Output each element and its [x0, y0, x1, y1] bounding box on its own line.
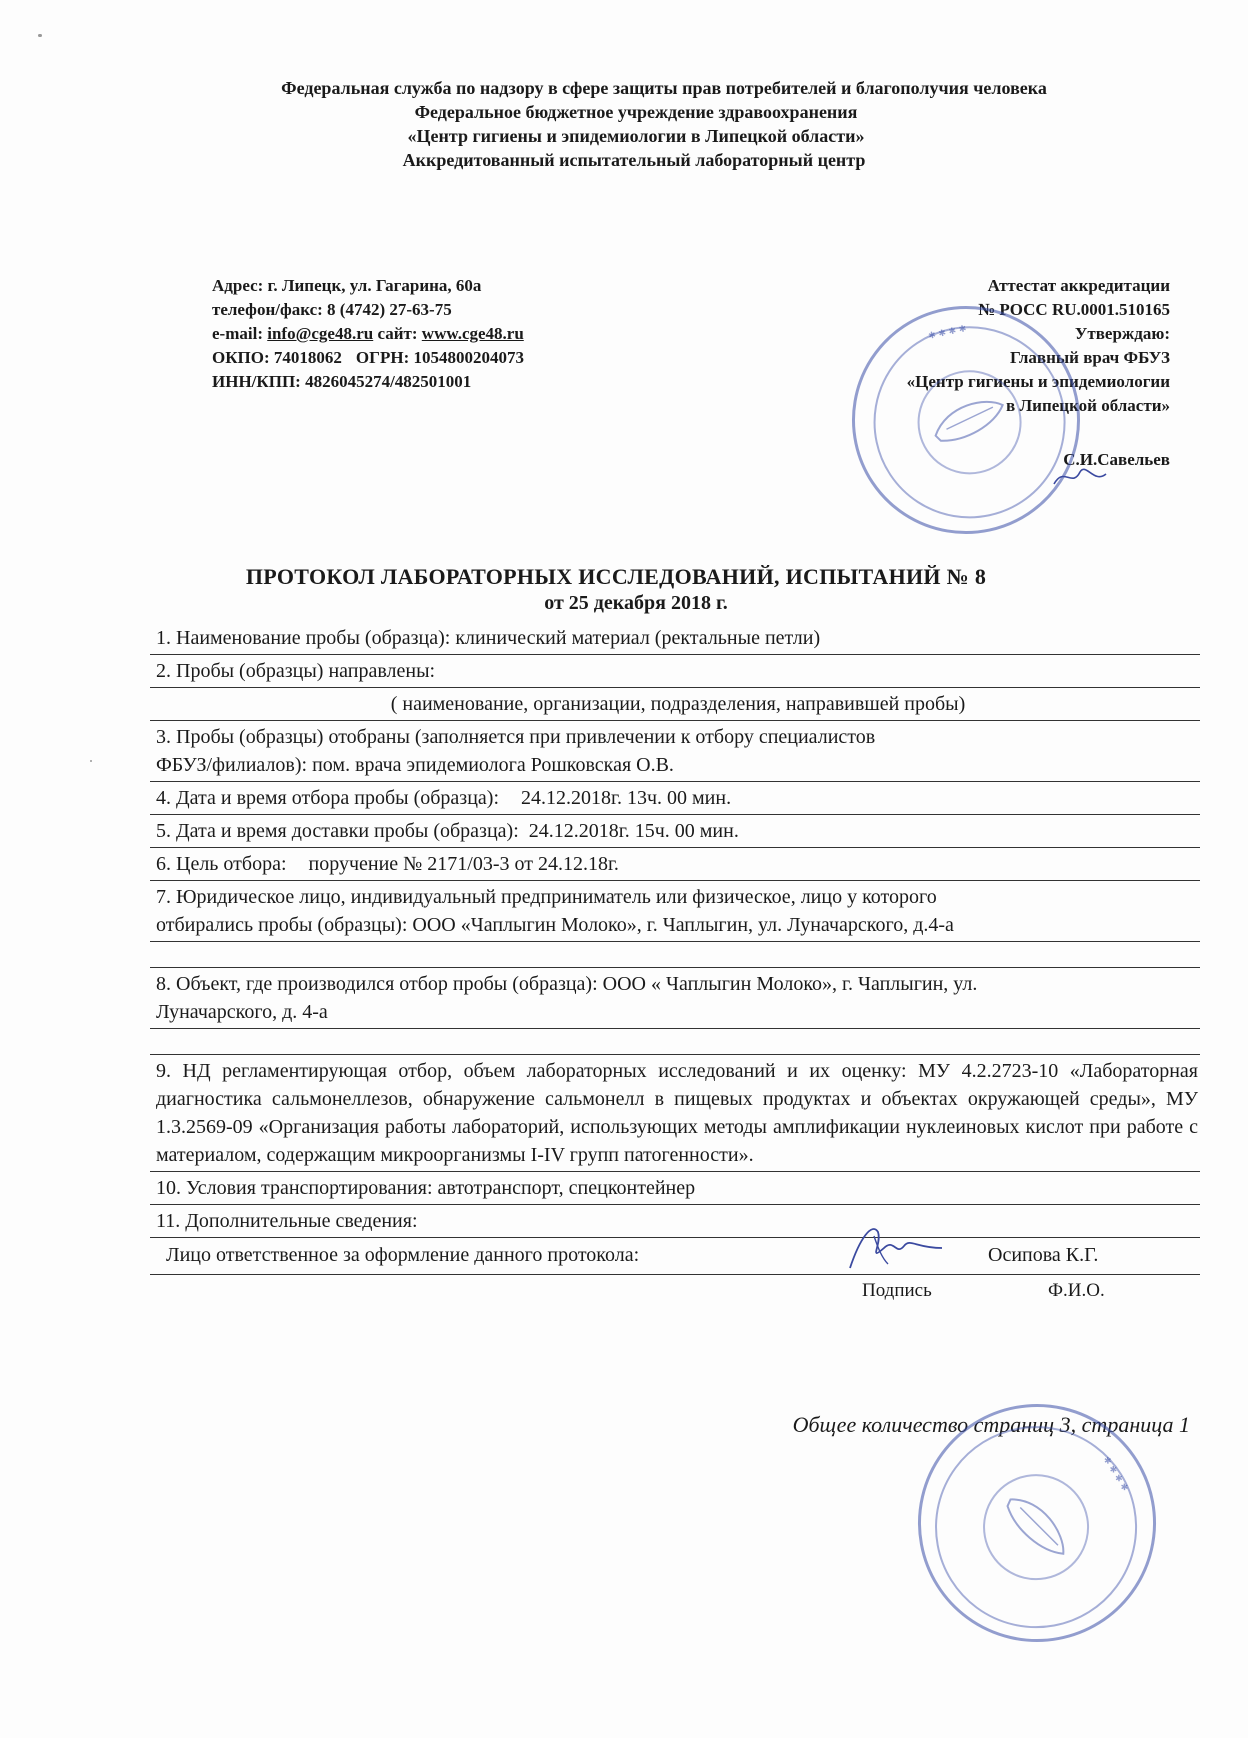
scan-speck: [90, 760, 92, 762]
svg-text:✱ ✱ ✱ ✱: ✱ ✱ ✱ ✱: [1100, 1455, 1130, 1494]
postal-address: Адрес: г. Липецк, ул. Гагарина, 60а: [212, 276, 482, 295]
registry-codes: [212, 346, 524, 370]
field-samples-taken-line2: ФБУЗ/филиалов): пом. врача эпидемиолога Рошковская О.В.: [156, 754, 674, 776]
scan-speck: [38, 34, 42, 37]
field-sampling-datetime: [150, 782, 1200, 815]
field-samples-taken: [150, 721, 1200, 782]
approver-org-line1: «Центр гигиены и эпидемиологии: [906, 372, 1170, 391]
header-line-service: Федеральная служба по надзору в сфере защиты прав потребителей и благополучия человека: [281, 78, 1047, 98]
email-label: e-mail:: [212, 324, 263, 343]
approve-label: Утверждаю:: [1074, 324, 1170, 343]
delivery-datetime-value: 24.12.2018г. 15ч. 00 мин.: [528, 820, 739, 842]
sampling-datetime-value: 24.12.2018г. 13ч. 00 мин.: [521, 787, 732, 809]
field-legal-entity: [150, 881, 1200, 942]
okpo-code: ОКПО: 74018062: [212, 348, 342, 367]
protocol-fields: [150, 622, 1200, 1305]
contact-details: [212, 274, 524, 394]
email-link[interactable]: info@cge48.ru: [267, 324, 374, 343]
sampling-object-line2: Луначарского, д. 4-а: [156, 1001, 328, 1023]
caption-signature: Подпись: [862, 1280, 932, 1301]
field-delivery-datetime: [150, 815, 1200, 848]
sampling-object-line1: 8. Объект, где производился отбор пробы (образца): ООО « Чаплыгин Молоко», г. Чаплыгин, ул.: [156, 973, 978, 995]
field-sampling-purpose: [150, 848, 1200, 881]
delivery-datetime-label: 5. Дата и время доставки пробы (образца):: [156, 820, 519, 842]
field-blank-line: [150, 1029, 1200, 1055]
email-site-line: [212, 322, 524, 346]
accreditation-number: № РОСС RU.0001.510165: [978, 300, 1170, 319]
inn-kpp: ИНН/КПП: 4826045274/482501001: [212, 372, 472, 391]
field-samples-sent-hint: ( наименование, организации, подразделения, направившей пробы): [150, 688, 1200, 721]
caption-full-name: Ф.И.О.: [1048, 1280, 1105, 1301]
official-seal-stamp: [873, 1359, 1201, 1687]
approver-signatory: С.И.Савельев: [1063, 450, 1170, 469]
sampling-purpose-label: 6. Цель отбора:: [156, 853, 287, 875]
field-sample-name: 1. Наименование пробы (образца): клинический материал (ректальные петли): [150, 622, 1200, 655]
responsible-person-name: Осипова К.Г.: [988, 1244, 1099, 1266]
signature-captions: [150, 1275, 1200, 1305]
svg-text:✱ ✱ ✱ ✱: ✱ ✱ ✱ ✱: [927, 324, 968, 342]
site-label: сайт:: [377, 324, 418, 343]
sampling-purpose-value: поручение № 2171/03-3 от 24.12.18г.: [308, 853, 619, 875]
field-additional-info: 11. Дополнительные сведения:: [150, 1205, 1200, 1238]
protocol-date: от 25 декабря 2018 г.: [544, 592, 728, 614]
approver-org-line2: в Липецкой области»: [1006, 396, 1170, 415]
page-count: Общее количество страниц 3, страница 1: [792, 1412, 1190, 1437]
approver-signature: [1050, 462, 1110, 492]
field-blank-line: [150, 942, 1200, 968]
responsible-person-line: [150, 1238, 1200, 1275]
sampling-datetime-label: 4. Дата и время отбора пробы (образца):: [156, 787, 499, 809]
protocol-heading: ПРОТОКОЛ ЛАБОРАТОРНЫХ ИССЛЕДОВАНИЙ, ИСПЫТАНИЙ № 8: [245, 564, 987, 589]
approver-position: Главный врач ФБУЗ: [1010, 348, 1170, 367]
field-transport-conditions: 10. Условия транспортирования: автотранспорт, спецконтейнер: [150, 1172, 1200, 1205]
phone-fax: телефон/факс: 8 (4742) 27-63-75: [212, 300, 452, 319]
header-line-institution-type: Федеральное бюджетное учреждение здравоохранения: [414, 102, 858, 122]
field-sampling-object: [150, 968, 1200, 1029]
responsible-person-label: Лицо ответственное за оформление данного протокола:: [166, 1244, 640, 1266]
header-line-institution-name: «Центр гигиены и эпидемиологии в Липецкой области»: [407, 126, 865, 146]
legal-entity-line2: отбирались пробы (образцы): ООО «Чаплыгин Молоко», г. Чаплыгин, ул. Луначарского, д.4-а: [156, 914, 954, 936]
accreditation-label: Аттестат аккредитации: [987, 276, 1170, 295]
responsible-signature: [838, 1218, 948, 1278]
legal-entity-line1: 7. Юридическое лицо, индивидуальный предприниматель или физическое, лицо у которого: [156, 886, 937, 908]
ogrn-code: ОГРН: 1054800204073: [355, 348, 524, 367]
field-samples-sent: 2. Пробы (образцы) направлены:: [150, 655, 1200, 688]
site-link[interactable]: www.cge48.ru: [421, 324, 524, 343]
organization-header: [0, 76, 1248, 172]
field-samples-taken-line1: 3. Пробы (образцы) отобраны (заполняется при привлечении к отбору специалистов: [156, 726, 876, 748]
header-line-lab-center: Аккредитованный испытательный лабораторный центр: [402, 150, 866, 170]
field-regulatory-docs: 9. НД регламентирующая отбор, объем лабораторных исследований и их оценку: МУ 4.2.2723-10 «Лабораторная диагностика сальмонеллезов, обнаружение сальмонелл в пищевых продуктах и объектах окружающей среды», МУ 1.3.2569-09 «Организация работы лабораторий, использующих методы амплификации нуклеиновых кислот при работе с материалом, содержащим микроорганизмы I-IV групп патогенности».: [150, 1055, 1200, 1172]
protocol-title: [0, 564, 1248, 616]
